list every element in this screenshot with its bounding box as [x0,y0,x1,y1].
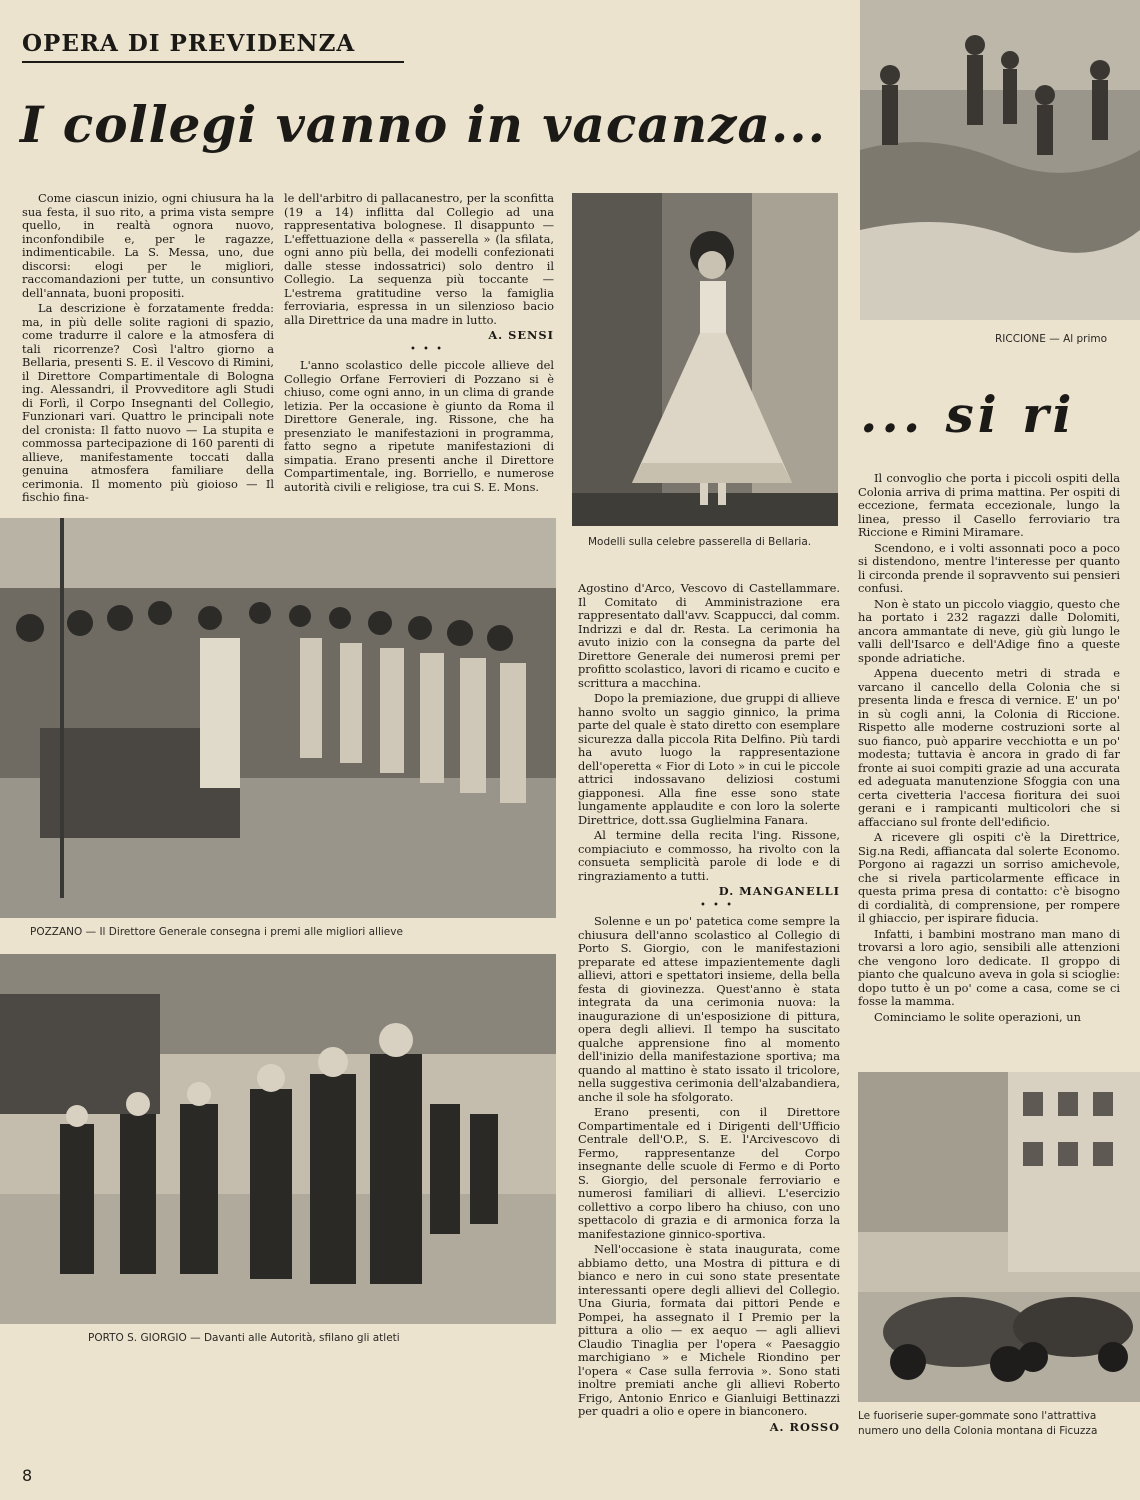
paragraph: Solenne e un po' patetica come sempre la chiusura dell'anno scolastico al Collegio di Porto S. Giorgio, con le manifestazioni preparate ed attese impazientemente dagli allievi, attori e spettatori insieme, della bella festa di giovinezza. Quest'anno è stata integrata da una cerimonia nuova: la inaugurazione di un'esposizione di pittura, opera degli allievi. Il tempo ha suscitato qualche apprensione fino al momento dell'inizio della manifestazione sportiva; ma quando al mattino è stato issato il tricolore, nella suggestiva cerimonia dell'alzabandiera, anche il sole ha sfolgorato. [578,914,840,1104]
photo-ficuzza-cars [858,1072,1140,1402]
caption-bellaria: Modelli sulla celebre passerella di Bellaria. [588,536,812,548]
article-column-3 [578,582,840,1434]
paragraph: Il convoglio che porta i piccoli ospiti della Colonia arriva di prima mattina. Per ospiti di eccezione, fermata eccezionale, lungo la linea, presso il Casello ferroviario tra Riccione e Rimini Miramare. [858,471,1120,539]
signature: A. SENSI [488,328,554,342]
signature: D. MANGANELLI [718,884,840,898]
photo-bellaria-model [572,193,838,526]
paragraph: Erano presenti, con il Direttore Compartimentale ed i Dirigenti dell'Ufficio Centrale dell'O.P., S. E. l'Arcivescovo di Fermo, rappresentanze del Corpo insegnante delle scuole di Fermo e di Porto S. Giorgio, del personale ferroviario e numerosi familiari di allievi. L'esercizio collettivo a corpo libero ha chiuso, con uno spettacolo di grazia e di armonica forza la manifestazione ginnico-sportiva. [578,1105,840,1241]
article-column-4 [858,472,1120,1026]
separator: • • • [699,899,735,911]
page-number: 8 [22,1466,33,1485]
caption-ficuzza-line-1: Le fuoriserie super-gommate sono l'attrattiva [858,1410,1097,1422]
paragraph: Nell'occasione è stata inaugurata, come abbiamo detto, una Mostra di pittura e di bianco e nero in cui sono state presentate interessanti opere degli allievi del Collegio. Una Giuria, formata dai pittori Pende e Pompei, ha assegnato il I Premio per la pittura a olio — ex aequo — agli allievi Claudio Tinaglia per l'opera « Paesaggio marchigiano » e Michele Riondino per l'opera « Case sulla ferrovia ». Sono stati inoltre premiati anche gli allievi Roberto Frigo, Antonio Enrico e Gianluigi Bettinazzi per quadri a olio e opere in bianconero. [578,1242,840,1418]
caption-ficuzza-line-2: numero uno della Colonia montana di Ficuzza [858,1425,1098,1437]
article-column-2 [284,192,554,496]
separator: • • • [409,343,445,355]
caption-riccione: RICCIONE — Al primo [995,333,1108,345]
paragraph: Al termine della recita l'ing. Rissone, compiaciuto e commosso, ha rivolto con la consueta semplicità parole di lode e di ringraziamento a tutti. [578,828,840,883]
section-label: OPERA DI PREVIDENZA [22,30,404,63]
paragraph: La descrizione è forzatamente fredda: ma, in più delle solite ragioni di spazio, come tradurre il calore e la atmosfera di tali ricorrenze? Così l'altro giorno a Bellaria, presenti S. E. il Vescovo di Rimini, il Direttore Compartimentale di Bologna ing. Alessandri, il Provveditore agli Studi di Forlì, il Corpo Insegnanti del Collegio, Funzionari vari. Quattro le principali note del cronista: Il fatto nuovo — La stupita e commossa partecipazione di 160 parenti di allieve, manifestamente toccati dalla genuina atmosfera familiare della cerimonia. Il momento più gioioso — Il fischio fina- [22,301,274,504]
paragraph: Come ciascun inizio, ogni chiusura ha la sua festa, il suo rito, a prima vista sempre quello, in realtà ognora nuovo, inconfondibile e, per le ragazze, indimenticabile. La S. Messa, uno, due discorsi: elogi per le migliori, raccomandazioni per tutte, un consuntivo dell'annata, buoni propositi. [22,191,274,300]
article-column-1 [22,192,274,507]
headline-right: ... si ri [860,385,1076,444]
paragraph: Cominciamo le solite operazioni, un [874,1009,1081,1024]
photo-porto-san-giorgio-parade [0,954,556,1324]
paragraph: Non è stato un piccolo viaggio, questo che ha portato i 232 ragazzi dalle Dolomiti, ancora ammantate di neve, giù giù lungo le valli dell'Isarco e dell'Adige fino a queste sponde adriatiche. [858,596,1120,665]
paragraph: Scendono, e i volti assonnati poco a poco si distendono, mentre l'interesse per quanto li circonda prende il sopravvento sui pensieri confusi. [858,540,1120,595]
photo-pozzano-ceremony [0,518,556,918]
paragraph: L'anno scolastico delle piccole allieve del Collegio Orfane Ferrovieri di Pozzano si è chiuso, come ogni anno, in un clima di grande letizia. Per la occasione è giunto da Roma il Direttore Generale, ing. Rissone, che ha presenziato le manifestazioni in programma, fatto segno a ripetute manifestazioni di simpatia. Erano presenti anche il Direttore Compartimentale, ing. Borriello, e numerose autorità civili e religiose, tra cui S. E. Mons. [284,358,554,494]
photo-riccione-beach [860,0,1140,320]
paragraph: Agostino d'Arco, Vescovo di Castellammare. Il Comitato di Amministrazione era rappresentato dall'avv. Scappucci, dal comm. Indrizzi e dal dr. Resta. La cerimonia ha avuto inizio con la consegna da parte del Direttore Generale dei numerosi premi per profitto scolastico, lavori di ricamo e cucito e scrittura a macchina. [578,581,840,690]
caption-pozzano: POZZANO — Il Direttore Generale consegna i premi alle migliori allieve [30,926,403,938]
paragraph: le dell'arbitro di pallacanestro, per la sconfitta (19 a 14) inflitta dal Collegio ad una rappresentativa bolognese. Il disappunto — L'effettuazione della « passerella » (la sfilata, ogni anno più bella, dei modelli confezionati dalle stesse indossatrici) solo dentro il Collegio. La sequenza più toccante — L'estrema gratitudine verso la famiglia ferroviaria, espressa in un silenzioso bacio alla Direttrice da una madre in lutto. [284,191,554,327]
caption-porto-san-giorgio: PORTO S. GIORGIO — Davanti alle Autorità, sfilano gli atleti [88,1332,400,1344]
paragraph: Infatti, i bambini mostrano man mano di trovarsi a loro agio, sensibili alle attenzioni che vengono loro dedicate. Il groppo di pianto che qualcuno aveva in gola si scioglie: dopo tutto è un po' come a casa, come se ci fosse la mamma. [858,926,1120,1008]
paragraph: A ricevere gli ospiti c'è la Direttrice, Sig.na Redi, affiancata dal solerte Economo. Porgono ai ragazzi un sorriso amichevole, che si rivela particolarmente efficace in questa prima presa di contatto: c'è bisogno di cordialità, di comprensione, per rompere il ghiaccio, per ispirare fiducia. [858,830,1120,925]
signature: A. ROSSO [769,1419,840,1434]
headline: I collegi vanno in vacanza... [20,95,827,154]
paragraph: Dopo la premiazione, due gruppi di allieve hanno svolto un saggio ginnico, la prima parte del quale è stato diretto con esemplare sicurezza dalla piccola Rita Delfino. Più tardi ha avuto luogo la rappresentazione dell'operetta « Fior di Loto » in cui le piccole attrici indossavano deliziosi costumi giapponesi. Alla fine esse sono state lungamente applaudite e con loro la solerte Direttrice, dott.ssa Guglielmina Fanara. [578,691,840,827]
paragraph: Appena duecento metri di strada e varcano il cancello della Colonia che si presenta linda e fresca di vernice. E' un po' in sù cogli anni, la Colonia di Riccione. Rispetto alle moderne costruzioni sorte al suo fianco, può apparire vecchiotta e un po' modesta; tuttavia è ancora in grado di far fronte ai suoi compiti grazie ad una accurata ed adeguata manutenzione Sfoggia con una certa civetteria l'accesa fioritura dei suoi gerani e i rampicanti multicolori che si affacciano sul fronte dell'edificio. [858,666,1120,829]
